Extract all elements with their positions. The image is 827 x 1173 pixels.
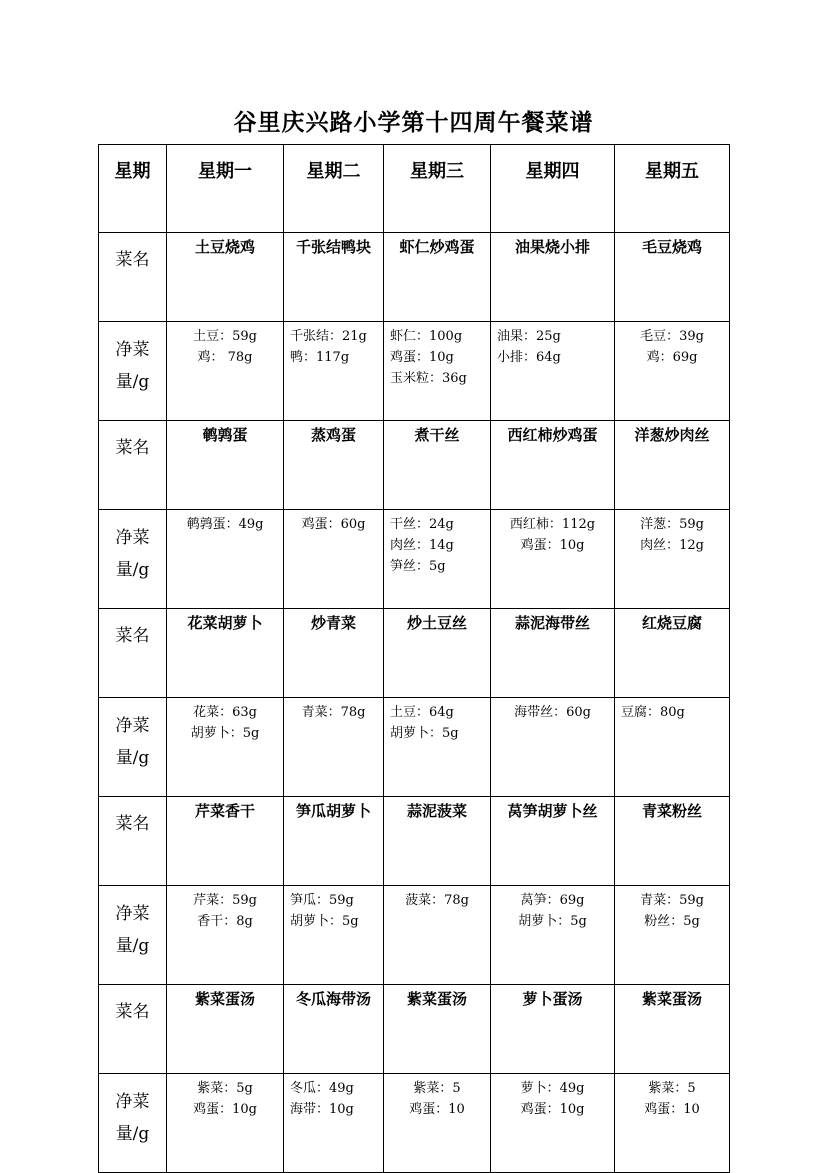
ingredient-line: 千张结：21g	[290, 329, 367, 344]
quantity-row	[99, 510, 730, 609]
dish-name: 莴笋胡萝卜丝	[491, 797, 615, 886]
quantity-label-line: 净菜	[115, 340, 150, 360]
header-day: 星期五	[615, 145, 730, 233]
dish-name: 冬瓜海带汤	[284, 985, 384, 1074]
ingredient-line: 鸡蛋：10g	[520, 1102, 585, 1117]
ingredient-line: 冬瓜：49g	[290, 1081, 354, 1096]
ingredient-line: 笋丝：5g	[390, 559, 446, 574]
ingredient-line: 毛豆：39g	[640, 329, 704, 344]
ingredient-line: 萝卜：49g	[520, 1081, 585, 1096]
ingredient-cell	[491, 886, 615, 985]
quantity-label-line: 量/g	[115, 560, 150, 580]
ingredient-line: 肉丝：12g	[640, 538, 704, 553]
ingredient-line: 鸡蛋：10g	[390, 350, 454, 365]
ingredient-line: 花菜：63g	[193, 705, 257, 720]
header-corner: 星期	[99, 145, 167, 233]
ingredient-line: 粉丝：5g	[644, 914, 700, 929]
ingredient-cell	[284, 510, 384, 609]
quantity-label-line: 量/g	[115, 372, 150, 392]
ingredient-cell	[384, 886, 491, 985]
ingredient-cell	[384, 322, 491, 421]
dish-row	[99, 421, 730, 510]
quantity-label	[99, 886, 167, 985]
ingredient-cell	[491, 1074, 615, 1173]
quantity-label	[99, 510, 167, 609]
quantity-row	[99, 886, 730, 985]
ingredient-line: 鸡：69g	[646, 350, 698, 365]
dish-name: 千张结鸭块	[284, 233, 384, 322]
quantity-row	[99, 322, 730, 421]
ingredient-line: 胡萝卜：5g	[290, 914, 359, 929]
dish-name: 笋瓜胡萝卜	[284, 797, 384, 886]
ingredient-line: 干丝：24g	[390, 517, 454, 532]
ingredient-line: 油果：25g	[497, 329, 561, 344]
dish-name: 蒜泥海带丝	[491, 609, 615, 698]
dish-name: 炒土豆丝	[384, 609, 491, 698]
dish-name: 蒜泥菠菜	[384, 797, 491, 886]
quantity-label	[99, 322, 167, 421]
ingredient-line: 肉丝：14g	[390, 538, 454, 553]
ingredient-cell	[167, 1074, 284, 1173]
ingredient-cell	[615, 1074, 730, 1173]
header-day: 星期三	[384, 145, 491, 233]
dish-name: 西红柿炒鸡蛋	[491, 421, 615, 510]
ingredient-line: 鸡蛋：10	[644, 1102, 700, 1117]
ingredient-cell	[284, 322, 384, 421]
header-day: 星期四	[491, 145, 615, 233]
ingredient-cell	[615, 886, 730, 985]
quantity-row	[99, 1074, 730, 1173]
ingredient-line: 鹌鹑蛋：49g	[186, 517, 264, 532]
ingredient-line: 紫菜：5g	[197, 1081, 253, 1096]
ingredient-cell	[384, 698, 491, 797]
header-day: 星期一	[167, 145, 284, 233]
dish-name: 鹌鹑蛋	[167, 421, 284, 510]
ingredient-line: 海带：10g	[290, 1102, 354, 1117]
dish-name: 青菜粉丝	[615, 797, 730, 886]
menu-table	[98, 144, 730, 1173]
ingredient-cell	[284, 1074, 384, 1173]
ingredient-line: 笋瓜：59g	[290, 893, 354, 908]
ingredient-cell	[384, 510, 491, 609]
dish-row	[99, 609, 730, 698]
ingredient-cell	[167, 698, 284, 797]
dish-name: 红烧豆腐	[615, 609, 730, 698]
ingredient-line: 胡萝卜：5g	[190, 726, 260, 741]
ingredient-line: 海带丝：60g	[514, 705, 591, 720]
ingredient-line: 鸡： 78g	[197, 350, 253, 365]
dish-row	[99, 797, 730, 886]
ingredient-line: 鸡蛋：10	[409, 1102, 465, 1117]
dish-label: 菜名	[99, 421, 167, 510]
dish-row	[99, 233, 730, 322]
ingredient-cell	[384, 1074, 491, 1173]
ingredient-line: 香干：8g	[197, 914, 253, 929]
quantity-label-line: 量/g	[115, 748, 150, 768]
ingredient-cell	[167, 510, 284, 609]
quantity-label-line: 净菜	[115, 904, 150, 924]
ingredient-cell	[167, 886, 284, 985]
quantity-label-line: 量/g	[115, 1124, 150, 1144]
ingredient-line: 小排：64g	[497, 350, 561, 365]
ingredient-cell	[284, 886, 384, 985]
ingredient-line: 鸡蛋：10g	[520, 538, 585, 553]
dish-label: 菜名	[99, 985, 167, 1074]
quantity-label-line: 净菜	[115, 1092, 150, 1112]
ingredient-line: 洋葱：59g	[640, 517, 704, 532]
dish-label: 菜名	[99, 609, 167, 698]
ingredient-line: 青菜：59g	[640, 893, 704, 908]
ingredient-cell	[491, 698, 615, 797]
ingredient-line: 菠菜：78g	[405, 893, 469, 908]
ingredient-line: 西红柿：112g	[509, 517, 596, 532]
ingredient-line: 虾仁：100g	[390, 329, 463, 344]
header-row	[99, 145, 730, 233]
header-day: 星期二	[284, 145, 384, 233]
dish-name: 萝卜蛋汤	[491, 985, 615, 1074]
ingredient-line: 鸭：117g	[290, 350, 350, 365]
ingredient-cell	[284, 698, 384, 797]
dish-name: 油果烧小排	[491, 233, 615, 322]
dish-name: 土豆烧鸡	[167, 233, 284, 322]
ingredient-cell	[615, 698, 730, 797]
dish-name: 蒸鸡蛋	[284, 421, 384, 510]
dish-name: 煮干丝	[384, 421, 491, 510]
dish-name: 紫菜蛋汤	[384, 985, 491, 1074]
quantity-label-line: 净菜	[115, 528, 150, 548]
dish-name: 紫菜蛋汤	[167, 985, 284, 1074]
ingredient-line: 青菜：78g	[301, 705, 366, 720]
ingredient-line: 豆腐：80g	[621, 705, 685, 720]
ingredient-cell	[167, 322, 284, 421]
ingredient-line: 芹菜：59g	[193, 893, 257, 908]
ingredient-line: 鸡蛋：60g	[301, 517, 366, 532]
dish-label: 菜名	[99, 233, 167, 322]
ingredient-line: 鸡蛋：10g	[193, 1102, 257, 1117]
dish-name: 炒青菜	[284, 609, 384, 698]
ingredient-line: 土豆：59g	[193, 329, 257, 344]
ingredient-line: 紫菜：5	[413, 1081, 461, 1096]
ingredient-line: 土豆：64g	[390, 705, 454, 720]
ingredient-line: 胡萝卜：5g	[518, 914, 587, 929]
ingredient-cell	[491, 510, 615, 609]
ingredient-cell	[491, 322, 615, 421]
dish-label: 菜名	[99, 797, 167, 886]
dish-name: 洋葱炒肉丝	[615, 421, 730, 510]
ingredient-line: 玉米粒：36g	[390, 371, 467, 386]
ingredient-cell	[615, 322, 730, 421]
dish-name: 紫菜蛋汤	[615, 985, 730, 1074]
ingredient-line: 胡萝卜：5g	[390, 726, 459, 741]
dish-name: 毛豆烧鸡	[615, 233, 730, 322]
dish-name: 花菜胡萝卜	[167, 609, 284, 698]
quantity-label-line: 净菜	[115, 716, 150, 736]
quantity-label-line: 量/g	[115, 936, 150, 956]
quantity-label	[99, 1074, 167, 1173]
ingredient-line: 紫菜：5	[648, 1081, 696, 1096]
ingredient-cell	[615, 510, 730, 609]
quantity-row	[99, 698, 730, 797]
ingredient-line: 莴笋：69g	[520, 893, 585, 908]
quantity-label	[99, 698, 167, 797]
dish-row	[99, 985, 730, 1074]
dish-name: 芹菜香干	[167, 797, 284, 886]
page-title: 谷里庆兴路小学第十四周午餐菜谱	[233, 109, 594, 136]
dish-name: 虾仁炒鸡蛋	[384, 233, 491, 322]
